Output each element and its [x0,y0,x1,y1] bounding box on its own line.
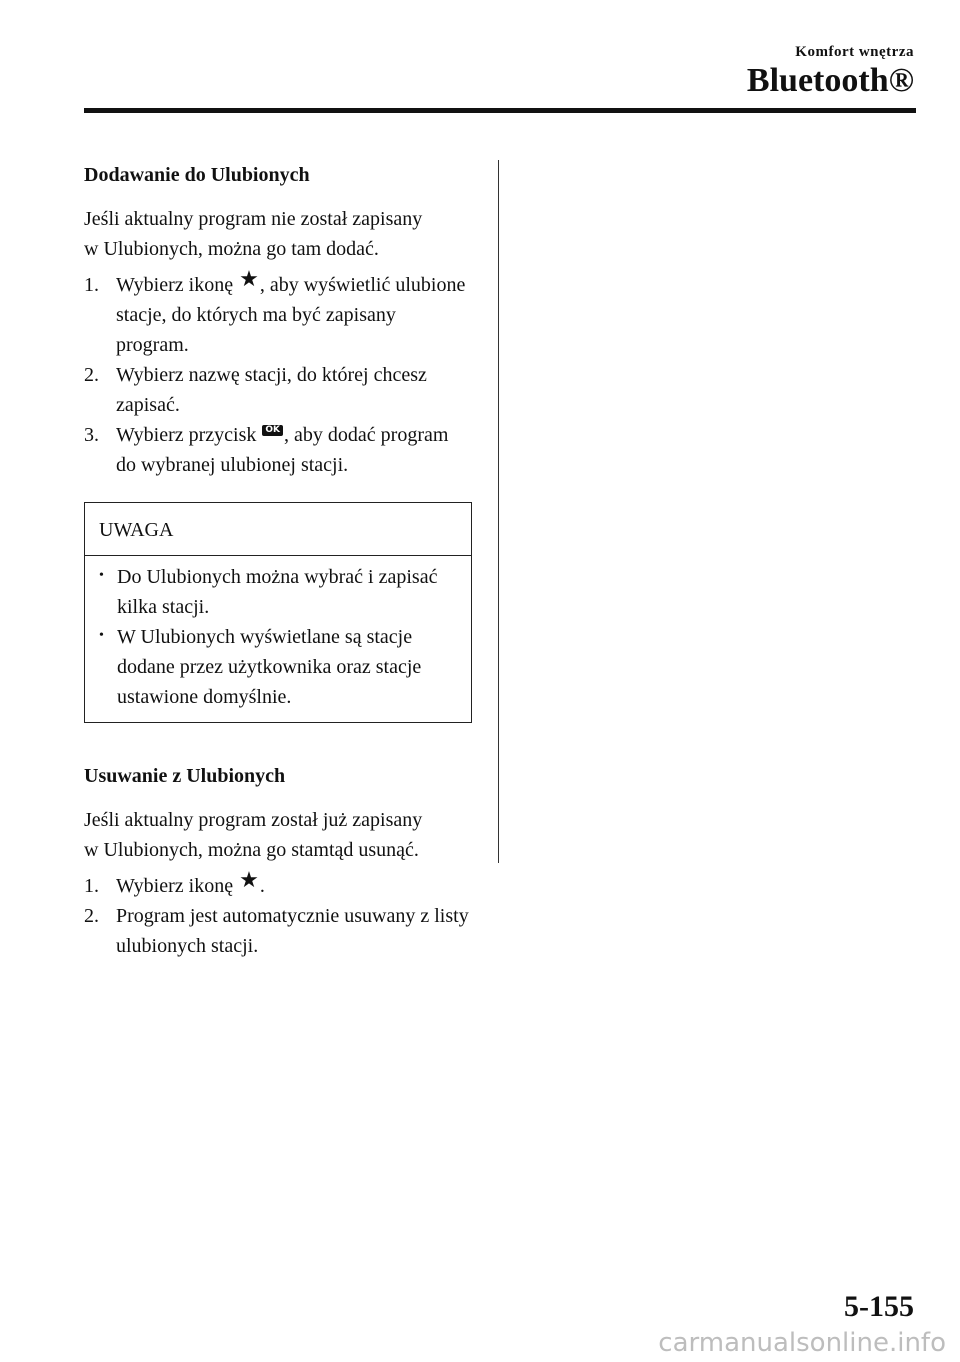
add-step-3 [84,420,472,480]
add-favorites-heading: Dodawanie do Ulubionych [84,164,310,186]
step-text-after: , aby wyświetlić ulubione stacje, do których ma być zapisany program. [116,274,466,356]
remove-intro-paragraph [84,805,472,865]
add-intro-paragraph [84,204,472,264]
step-number: 2. [84,364,99,386]
bullet-icon: • [99,568,104,583]
star-icon: ★ [239,867,259,892]
note-box [84,502,472,723]
note-title: UWAGA [85,503,471,556]
step-text-before: Wybierz ikonę [116,274,234,296]
remove-intro-line-1: Jeśli aktualny program został już zapisany [84,809,423,831]
header-chapter-title: Bluetooth® [746,62,914,99]
remove-step-1 [84,867,472,901]
remove-steps-list [84,867,472,961]
column-divider [498,160,499,863]
note-item [99,562,461,622]
note-item-text: W Ulubionych wyświetlane są stacje dodane przez użytkownika oraz stacje ustawione domyślnie. [117,626,422,708]
note-item [99,622,461,712]
add-intro-line-2: w Ulubionych, można go tam dodać. [84,238,379,260]
page-number: 5-155 [844,1290,914,1323]
remove-step-2 [84,901,472,961]
step-text-after: , aby dodać program do wybranej ulubionej stacji. [116,424,449,476]
add-steps-list [84,266,472,480]
step-text: Program jest automatycznie usuwany z listy ulubionych stacji. [116,905,469,957]
step-text-after: . [259,875,265,897]
watermark: carmanualsonline.info [658,1328,946,1358]
add-step-1 [84,266,472,360]
remove-favorites-heading: Usuwanie z Ulubionych [84,765,286,787]
step-number: 3. [84,424,99,446]
note-item-text: Do Ulubionych można wybrać i zapisać kilka stacji. [117,566,438,618]
step-text-before: Wybierz przycisk [116,424,257,446]
header-rule [84,108,916,113]
add-intro-line-1: Jeśli aktualny program nie został zapisany [84,208,423,230]
step-number: 2. [84,905,99,927]
step-text-before: Wybierz ikonę [116,875,234,897]
remove-intro-line-2: w Ulubionych, można go stamtąd usunąć. [84,839,419,861]
step-number: 1. [84,274,99,296]
add-step-2 [84,360,472,420]
left-column [84,160,472,961]
note-body [85,556,471,722]
header-section-label: Komfort wnętrza [795,44,914,60]
bullet-icon: • [99,628,104,643]
ok-button-icon: OK [262,425,283,436]
step-text: Wybierz nazwę stacji, do której chcesz zapisać. [116,364,427,416]
star-icon: ★ [239,266,259,291]
step-number: 1. [84,875,99,897]
